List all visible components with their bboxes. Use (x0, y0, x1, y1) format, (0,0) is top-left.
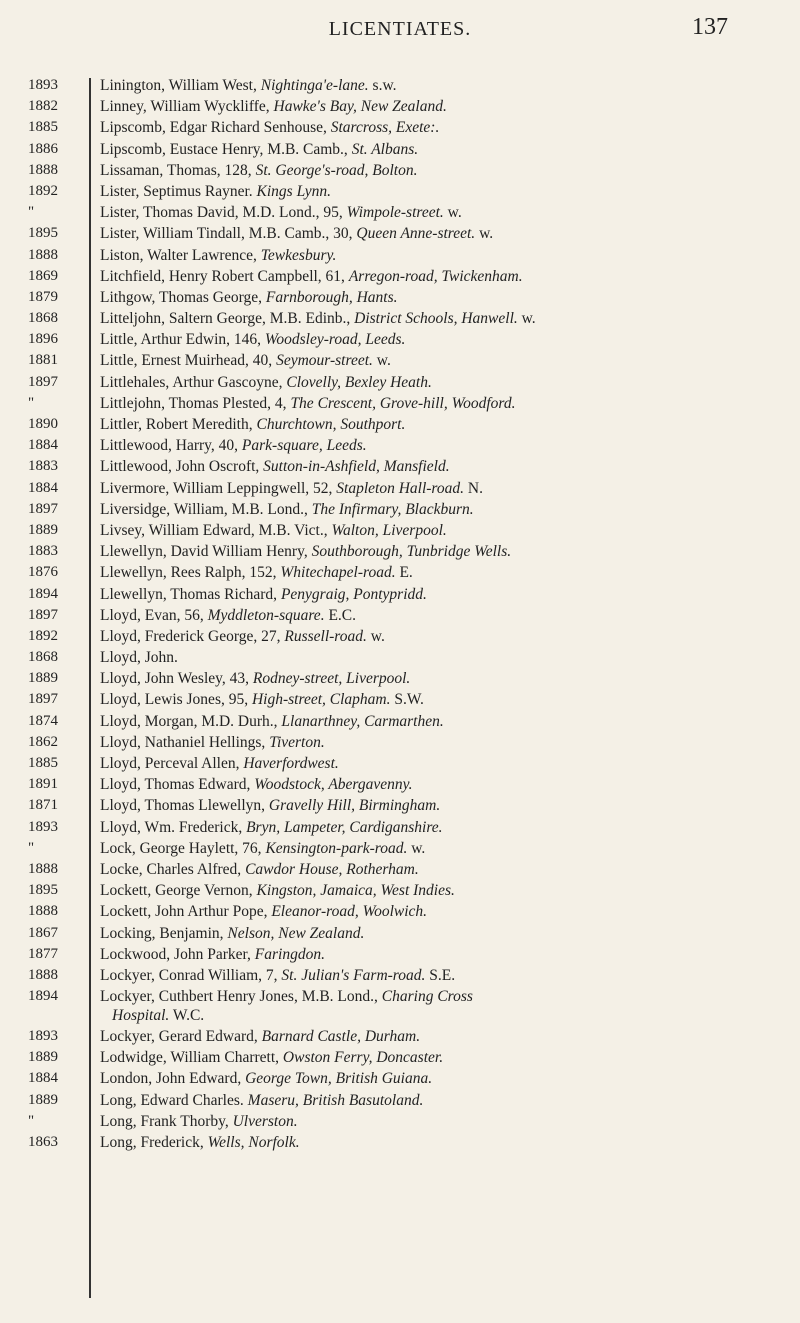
entry-year: 1863 (28, 1134, 58, 1150)
entry-address: Arregon-road, Twickenham. (348, 267, 523, 285)
entry-text (100, 733, 790, 752)
entry-name: Lissaman, Thomas, 128, (100, 161, 256, 179)
list-item (0, 521, 800, 542)
entry-text (100, 818, 790, 837)
entry-text (100, 1048, 790, 1067)
entry-address: Faringdon. (254, 945, 325, 963)
entry-text (100, 246, 790, 265)
list-item (0, 457, 800, 478)
entry-text (100, 987, 790, 1025)
entry-address: Maseru, British Basutoland. (247, 1091, 424, 1109)
entry-year: 1895 (28, 882, 58, 899)
entry-name: Lloyd, John. (100, 649, 178, 667)
entry-year: 1884 (28, 437, 58, 454)
entry-year: 1888 (28, 860, 58, 877)
entry-name: Lloyd, Thomas Llewellyn, (100, 797, 269, 815)
entry-year: 1879 (28, 288, 58, 305)
entry-name: Lockett, George Vernon, (100, 882, 257, 900)
entry-name: Littlejohn, Thomas Plested, 4, (100, 394, 291, 412)
entry-text (100, 1133, 790, 1152)
list-item (0, 97, 800, 118)
list-item (0, 203, 800, 224)
entry-address: Stapleton Hall-road. (336, 479, 465, 497)
entry-text (100, 966, 790, 985)
entry-text (100, 161, 790, 180)
list-item (0, 267, 800, 288)
entry-name: Litteljohn, Saltern George, M.B. Edinb., (100, 310, 355, 328)
entry-text (100, 775, 790, 794)
entry-text (100, 860, 790, 879)
entry-address: Barnard Castle, Durham. (261, 1028, 421, 1046)
entry-name: Lockyer, Conrad William, 7, (100, 966, 282, 984)
entry-name: Long, Edward Charles. (100, 1091, 248, 1109)
entry-text (100, 436, 790, 455)
entry-address: Nightinga'e-lane. (260, 77, 369, 94)
list-item (0, 288, 800, 309)
entry-name: Lockyer, Cuthbert Henry Jones, M.B. Lond., (100, 988, 382, 1006)
entry-year: 1893 (28, 77, 58, 93)
entry-year: 1891 (28, 776, 58, 793)
entry-year: 1876 (28, 564, 58, 581)
entry-text (100, 1069, 790, 1088)
entry-name: Lockwood, John Parker, (100, 945, 255, 963)
entry-address: Cawdor House, Rotherham. (245, 860, 419, 878)
entry-name: Littlewood, John Oscroft, (100, 458, 264, 476)
entry-name: Llewellyn, Thomas Richard, (100, 585, 281, 603)
list-item (0, 648, 800, 669)
list-item (0, 754, 800, 775)
entry-year: 1884 (28, 479, 58, 496)
entry-text (100, 415, 790, 434)
entry-text (100, 669, 790, 688)
entry-address: The Infirmary, Blackburn. (311, 500, 474, 518)
entry-year: 1888 (28, 161, 58, 178)
entry-year: 1897 (28, 606, 58, 623)
entry-year: " (28, 1112, 35, 1129)
entry-name: Linington, William West, (100, 77, 261, 94)
list-item (0, 945, 800, 966)
entry-name: Livsey, William Edward, M.B. Vict., (100, 521, 332, 539)
licentiates-list (0, 76, 800, 1154)
list-item (0, 500, 800, 521)
entry-name: Liversidge, William, M.B. Lond., (100, 500, 312, 518)
entry-address: Queen Anne-street. (356, 225, 476, 243)
list-item (0, 966, 800, 987)
entry-text (100, 224, 790, 243)
entry-district: w. (443, 204, 462, 222)
list-item (0, 712, 800, 733)
entry-name: Lloyd, Evan, 56, (100, 606, 208, 624)
entry-text (100, 881, 790, 900)
entry-address: Whitechapel-road. (280, 564, 396, 582)
entry-year: 1896 (28, 331, 58, 348)
list-item (0, 1027, 800, 1048)
entry-year: 1893 (28, 818, 58, 835)
entry-name: Little, Ernest Muirhead, 40, (100, 352, 277, 370)
entry-text (100, 521, 790, 540)
entry-name: Livermore, William Leppingwell, 52, (100, 479, 337, 497)
entry-name: Lipscomb, Edgar Richard Senhouse, (100, 119, 331, 137)
entry-text (100, 690, 790, 709)
list-item (0, 140, 800, 161)
entry-district: E.C. (324, 606, 357, 624)
entry-year: 1868 (28, 310, 58, 327)
entry-text (100, 330, 790, 349)
entry-name: Lloyd, Thomas Edward, (100, 776, 255, 794)
entry-address: St. Albans. (351, 140, 419, 158)
entry-address: Charing Cross (381, 988, 473, 1006)
entry-text (100, 712, 790, 731)
entry-address: Kensington-park-road. (265, 839, 408, 857)
entry-year: 1888 (28, 966, 58, 983)
entry-year: 1889 (28, 1049, 58, 1066)
entry-name: Liston, Walter Lawrence, (100, 246, 261, 264)
entry-address: Myddleton-square. (207, 606, 325, 624)
entry-year: 1884 (28, 1070, 58, 1087)
entry-address: Llanarthney, Carmarthen. (281, 712, 444, 730)
entry-year: 1883 (28, 458, 58, 475)
entry-text (100, 563, 790, 582)
entry-year: 1877 (28, 945, 58, 962)
list-item (0, 818, 800, 839)
entry-year: 1889 (28, 521, 58, 538)
entry-address: Hospital. (112, 1007, 170, 1025)
list-item (0, 351, 800, 372)
list-item (0, 76, 800, 97)
entry-district: W.C. (169, 1007, 205, 1025)
entry-text (100, 1112, 790, 1131)
entry-district: w. (366, 627, 385, 645)
entry-address: District Schools, Hanwell. (354, 310, 518, 328)
entry-name: Lockyer, Gerard Edward, (100, 1028, 262, 1046)
entry-address: The Crescent, Grove-hill, Woodford. (290, 394, 516, 412)
entry-address: Southborough, Tunbridge Wells. (311, 543, 512, 561)
entry-name: Littler, Robert Meredith, (100, 416, 257, 433)
entry-address: Kings Lynn. (256, 182, 331, 200)
entry-name: Long, Frederick, (100, 1134, 208, 1151)
entry-year: 1897 (28, 691, 58, 708)
entry-name: Linney, William Wyckliffe, (100, 98, 274, 116)
entry-year: 1897 (28, 373, 58, 390)
list-item (0, 860, 800, 881)
entry-name: Lock, George Haylett, 76, (100, 839, 266, 857)
entry-text (100, 1091, 790, 1110)
entry-district: S.E. (425, 966, 456, 984)
entry-year: 1892 (28, 182, 58, 199)
entry-address: Eleanor-road, Woolwich. (271, 903, 428, 921)
list-item (0, 987, 800, 1027)
entry-text (100, 500, 790, 519)
entry-name: London, John Edward, (100, 1070, 246, 1088)
entry-address: Penygraig, Pontypridd. (280, 585, 427, 603)
entry-text (100, 945, 790, 964)
entry-name: Littlewood, Harry, 40, (100, 437, 242, 455)
entry-district: E. (395, 564, 413, 582)
entry-text (100, 351, 790, 370)
entry-district: w. (372, 352, 391, 370)
entry-year: 1867 (28, 924, 58, 941)
list-item (0, 563, 800, 584)
entry-name: Lipscomb, Eustace Henry, M.B. Camb., (100, 140, 352, 158)
entry-name: Lloyd, Nathaniel Hellings, (100, 733, 270, 751)
entry-name: Littlehales, Arthur Gascoyne, (100, 373, 287, 391)
entry-name: Lockett, John Arthur Pope, (100, 903, 272, 921)
entry-address: Wells, Norfolk. (207, 1134, 300, 1151)
entry-district: w. (407, 839, 426, 857)
list-item (0, 627, 800, 648)
entry-text (100, 267, 790, 286)
entry-address: Seymour-street. (276, 352, 373, 370)
entry-address: Tiverton. (269, 733, 325, 751)
entry-address: Rodney-street, Liverpool. (252, 670, 411, 688)
list-item (0, 118, 800, 139)
entry-name: Lloyd, Morgan, M.D. Durh., (100, 712, 282, 730)
entry-year: 1874 (28, 712, 58, 729)
list-item (0, 161, 800, 182)
list-item (0, 224, 800, 245)
entry-year: 1889 (28, 670, 58, 687)
entry-name: Llewellyn, David William Henry, (100, 543, 312, 561)
entry-district: w. (517, 310, 536, 328)
list-item (0, 1112, 800, 1133)
entry-text (100, 394, 790, 413)
list-item (0, 796, 800, 817)
entry-name: Llewellyn, Rees Ralph, 152, (100, 564, 281, 582)
entry-text (100, 542, 790, 561)
entry-year: 1890 (28, 416, 58, 432)
entry-year: 1885 (28, 119, 58, 136)
entry-address: Woodsley-road, Leeds. (264, 331, 406, 349)
list-item (0, 733, 800, 754)
entry-address: Gravelly Hill, Birmingham. (268, 797, 441, 815)
entry-address: Kingston, Jamaica, West Indies. (256, 882, 455, 900)
entry-district: s.w. (368, 77, 397, 94)
entry-address: Woodstock, Abergavenny. (254, 776, 413, 794)
entry-district: N. (464, 479, 483, 497)
entry-year: 1892 (28, 627, 58, 644)
list-item (0, 394, 800, 415)
list-item (0, 1091, 800, 1112)
entry-year: 1868 (28, 649, 58, 666)
entry-name: Lister, William Tindall, M.B. Camb., 30, (100, 225, 357, 243)
page-number: 137 (692, 14, 728, 40)
entry-text (100, 457, 790, 476)
list-item (0, 1048, 800, 1069)
entry-name: Lister, Thomas David, M.D. Lond., 95, (100, 204, 347, 222)
entry-year: " (28, 394, 35, 411)
entry-text (100, 1027, 790, 1046)
entry-address: Haverfordwest. (243, 755, 339, 772)
entry-name: Lloyd, Frederick George, 27, (100, 627, 285, 645)
entry-text (100, 97, 790, 116)
entry-text (100, 754, 790, 773)
entry-name: Litchfield, Henry Robert Campbell, 61, (100, 267, 349, 285)
entry-name: Lloyd, Perceval Allen, (100, 755, 244, 772)
list-item (0, 479, 800, 500)
entry-name: Lodwidge, William Charrett, (100, 1049, 283, 1067)
list-item (0, 606, 800, 627)
entry-name: Lloyd, Wm. Frederick, (100, 818, 247, 836)
entry-year: 1888 (28, 246, 58, 263)
entry-address: Bryn, Lampeter, Cardiganshire. (246, 818, 443, 836)
entry-text (100, 627, 790, 646)
entry-address: Churchtown, Southport. (256, 416, 406, 433)
entry-address: Starcross, Exete:. (330, 119, 440, 137)
entry-address: Hawke's Bay, New Zealand. (273, 98, 447, 116)
entry-year: 1881 (28, 352, 58, 369)
entry-name: Locking, Benjamin, (100, 924, 228, 942)
entry-address: Sutton-in-Ashfield, Mansfield. (263, 458, 450, 476)
list-item (0, 309, 800, 330)
list-item (0, 690, 800, 711)
entry-year: " (28, 839, 35, 856)
entry-address: Owston Ferry, Doncaster. (282, 1049, 444, 1067)
list-item (0, 373, 800, 394)
entry-name: Lithgow, Thomas George, (100, 288, 266, 306)
entry-year: 1882 (28, 98, 58, 115)
entry-continuation (100, 1006, 790, 1025)
list-item (0, 585, 800, 606)
entry-address: Park-square, Leeds. (241, 437, 367, 455)
list-item (0, 1069, 800, 1090)
list-item (0, 839, 800, 860)
list-item (0, 924, 800, 945)
entry-address: Russell-road. (284, 627, 367, 645)
entry-year: 1885 (28, 755, 58, 771)
entry-year: 1883 (28, 543, 58, 560)
entry-year: 1871 (28, 797, 58, 814)
entry-address: Walton, Liverpool. (331, 521, 447, 539)
entry-name: Little, Arthur Edwin, 146, (100, 331, 265, 349)
entry-year: " (28, 204, 35, 221)
entry-year: 1862 (28, 733, 58, 750)
list-item (0, 669, 800, 690)
entry-text (100, 309, 790, 328)
entry-address: High-street, Clapham. (251, 691, 391, 709)
list-item (0, 246, 800, 267)
list-item (0, 881, 800, 902)
entry-text (100, 796, 790, 815)
entry-address: Ulverston. (232, 1112, 298, 1130)
entry-year: 1893 (28, 1028, 58, 1045)
list-item (0, 415, 800, 436)
entry-name: Lloyd, John Wesley, 43, (100, 670, 253, 688)
list-item (0, 902, 800, 923)
entry-name: Lister, Septimus Rayner. (100, 182, 257, 200)
entry-text (100, 182, 790, 201)
entry-year: 1869 (28, 267, 58, 284)
entry-text (100, 606, 790, 625)
entry-address: George Town, British Guiana. (245, 1070, 433, 1088)
entry-text (100, 924, 790, 943)
entry-address: Clovelly, Bexley Heath. (286, 373, 432, 391)
entry-year: 1886 (28, 140, 58, 157)
entry-address: Nelson, New Zealand. (227, 924, 365, 942)
list-item (0, 542, 800, 563)
entry-text (100, 76, 790, 95)
entry-text (100, 902, 790, 921)
entry-year: 1889 (28, 1091, 58, 1108)
entry-year: 1897 (28, 500, 58, 517)
entry-name: Lloyd, Lewis Jones, 95, (100, 691, 252, 709)
entry-year: 1888 (28, 903, 58, 920)
entry-year: 1895 (28, 225, 58, 242)
list-item (0, 1133, 800, 1154)
entry-text (100, 373, 790, 392)
entry-text (100, 288, 790, 307)
entry-text (100, 203, 790, 222)
entry-year: 1894 (28, 585, 58, 602)
running-header: LICENTIATES. (328, 18, 472, 40)
entry-text (100, 585, 790, 604)
entry-text (100, 648, 790, 667)
list-item (0, 436, 800, 457)
entry-address: Tewkesbury. (260, 246, 337, 264)
entry-address: St. Julian's Farm-road. (281, 966, 426, 984)
entry-name: Long, Frank Thorby, (100, 1112, 233, 1130)
entry-address: St. George's-road, Bolton. (255, 161, 418, 179)
entry-text (100, 839, 790, 858)
entry-address: Farnborough, Hants. (265, 288, 398, 306)
entry-text (100, 118, 790, 137)
entry-name: Locke, Charles Alfred, (100, 860, 246, 878)
entry-text (100, 479, 790, 498)
list-item (0, 775, 800, 796)
entry-text (100, 140, 790, 159)
list-item (0, 330, 800, 351)
list-item (0, 182, 800, 203)
entry-address: Wimpole-street. (346, 204, 444, 222)
entry-district: w. (475, 225, 494, 243)
entry-year: 1894 (28, 988, 58, 1005)
entry-district: S.W. (390, 691, 424, 709)
